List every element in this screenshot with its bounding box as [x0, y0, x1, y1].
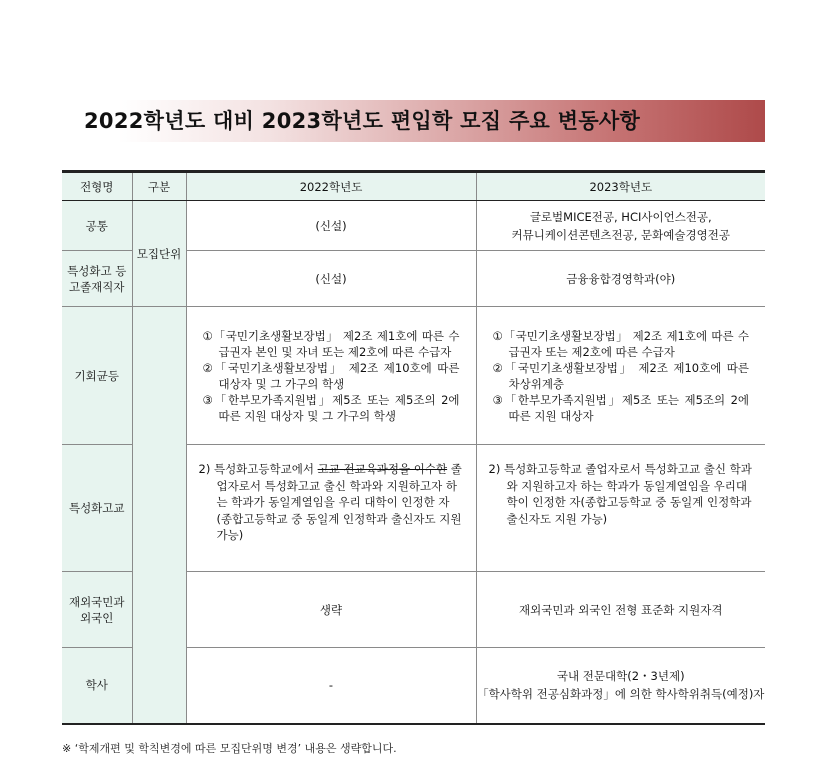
- list-item: ③「한부모가족지원법」제5조 또는 제5조의 2에 따른 지원 대상자: [492, 392, 749, 423]
- header-2022: 2022학년도: [186, 172, 476, 201]
- row-name-specialized-hs: 특성화고교: [62, 445, 132, 572]
- cell-bachelor-2022: -: [186, 648, 476, 724]
- cell-bachelor-2023: [476, 648, 765, 724]
- name-line: 고졸재직자: [68, 279, 125, 294]
- cell-worker-2023: 금융융합경영학과(야): [476, 251, 765, 307]
- name-line: 외국인: [80, 610, 114, 625]
- row-name-common: 공통: [62, 201, 132, 251]
- cell-hs-2022: [186, 445, 476, 572]
- row-name-equal-opportunity: 기회균등: [62, 307, 132, 445]
- row-name-bachelor: 학사: [62, 648, 132, 724]
- header-category: 구분: [132, 172, 186, 201]
- cell-common-2023: [476, 201, 765, 251]
- table-row: [62, 201, 765, 251]
- list-item: ②「국민기초생활보장법」 제2조 제10호에 따른 차상위계층: [492, 360, 749, 391]
- list-item: ①「국민기초생활보장법」 제2조 제1호에 따른 수급권자 또는 제2호에 따른 수급자: [492, 328, 749, 359]
- footnote: ※ ‘학제개편 및 학칙변경에 따른 모집단위명 변경’ 내용은 생략합니다.: [62, 742, 397, 755]
- list-item: ③「한부모가족지원법」제5조 또는 제5조의 2에 따른 지원 대상자 및 그 가구의 학생: [202, 392, 460, 423]
- hs-2022-prefix: 2) 특성화고등학교에서: [198, 462, 318, 476]
- row-name-overseas: [62, 572, 132, 648]
- header-2023: 2023학년도: [476, 172, 765, 201]
- name-line: 특성화고 등: [67, 263, 127, 278]
- name-line: 재외국민과: [68, 594, 125, 609]
- cell-line: 「학사학위 전공심화과정」에 의한 학사학위취득(예정)자: [477, 687, 765, 702]
- changes-table: [62, 170, 765, 725]
- cell-line: 글로벌MICE전공, HCI사이언스전공,: [529, 209, 712, 224]
- cell-equal-2022: [186, 307, 476, 445]
- hs-2022-deleted: 고교 전교육과정을 이수한: [317, 462, 448, 476]
- cell-common-2022: (신설): [186, 201, 476, 251]
- cell-overseas-2022: 생략: [186, 572, 476, 648]
- cell-line: 커뮤니케이션콘텐츠전공, 문화예술경영전공: [511, 227, 730, 242]
- cell-hs-2023: [476, 445, 765, 572]
- page-title: 2022학년도 대비 2023학년도 편입학 모집 주요 변동사항: [84, 109, 641, 133]
- table-row: [62, 307, 765, 445]
- header-admission-type: 전형명: [62, 172, 132, 201]
- cell-equal-2023: [476, 307, 765, 445]
- category-recruit-unit: 모집단위: [132, 201, 186, 307]
- cell-worker-2022: (신설): [186, 251, 476, 307]
- cell-overseas-2023: 재외국민과 외국인 전형 표준화 지원자격: [476, 572, 765, 648]
- table-header-row: [62, 172, 765, 201]
- category-empty: [132, 307, 186, 724]
- hs-2023-text: 2) 특성화고등학교 졸업자로서 특성화고교 출신 학과와 지원하고자 하는 학과가 동일계열임을 우리대학이 인정한 자(종합고등학교 중 동일계 인정학과 출신자도 지원 가능): [488, 462, 752, 526]
- list-item: ②「국민기초생활보장법」 제2조 제10호에 따른 대상자 및 그 가구의 학생: [202, 360, 460, 391]
- list-item: ①「국민기초생활보장법」 제2조 제1호에 따른 수급권자 본인 및 자녀 또는 제2호에 따른 수급자: [202, 328, 460, 359]
- hs-2022-rest: 졸업자로서 특성화고교 출신 학과와 지원하고자 하는 학과가 동일계열임을 우리 대학이 인정한 자(종합고등학교 중 동일계 인정학과 출신자도 지원 가능): [216, 462, 462, 542]
- row-name-specialized-worker: [62, 251, 132, 307]
- cell-line: 국내 전문대학(2・3년제): [556, 669, 685, 684]
